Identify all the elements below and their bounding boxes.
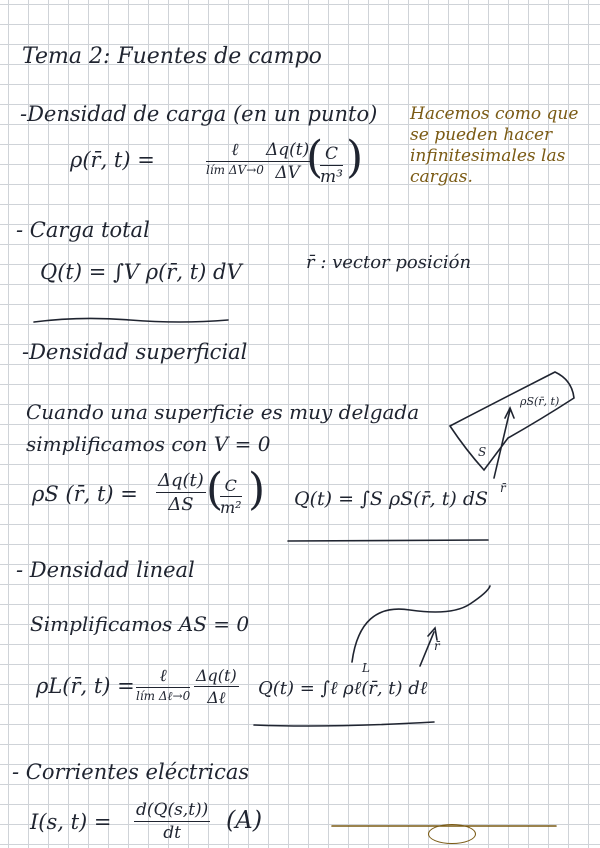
linear-total-equation: Q(t) = ∫ℓ ρℓ(r̄, t) dℓ bbox=[258, 678, 428, 699]
underline-surface-total bbox=[288, 540, 488, 541]
density-limit-top: ℓ bbox=[206, 140, 264, 162]
surface-fraction bbox=[156, 470, 206, 515]
density-unit-paren-close: ) bbox=[346, 132, 364, 183]
density-fraction-den: ΔV bbox=[275, 163, 300, 183]
linear-fraction-num: Δq(t) bbox=[196, 666, 237, 685]
heading-charge-density: -Densidad de carga (en un punto) bbox=[20, 102, 378, 126]
surface-diagram-label-rho: ρS(r̄, t) bbox=[520, 395, 560, 408]
linear-limit bbox=[136, 666, 190, 704]
surface-text-line1: Cuando una superficie es muy delgada bbox=[26, 400, 420, 424]
surface-text-line2: simplificamos con V = 0 bbox=[26, 432, 271, 456]
surface-diagram-label-s: S bbox=[478, 445, 487, 459]
heading-electric-currents: - Corrientes eléctricas bbox=[12, 760, 250, 784]
underline-total-charge bbox=[34, 318, 228, 322]
linear-limit-top: ℓ bbox=[136, 666, 190, 688]
surface-vector-r bbox=[494, 410, 510, 478]
line-curve bbox=[352, 586, 490, 662]
position-vector-note: r̄ : vector posición bbox=[306, 252, 472, 273]
linear-fraction-den: Δℓ bbox=[207, 688, 226, 707]
density-limit bbox=[206, 140, 264, 177]
density-unit bbox=[320, 144, 343, 187]
density-limit-sub: lím ΔV→0 bbox=[206, 163, 264, 177]
surface-unit-paren-open: ( bbox=[206, 464, 224, 515]
density-unit-paren-open: ( bbox=[306, 132, 324, 183]
side-note: Hacemos como que se pueden hacer infinitesimales las cargas. bbox=[410, 104, 579, 187]
heading-linear-density: - Densidad lineal bbox=[16, 558, 195, 582]
surface-fraction-den: ΔS bbox=[168, 494, 194, 515]
heading-surface-density: -Densidad superficial bbox=[22, 340, 248, 364]
underline-linear-total bbox=[254, 722, 434, 726]
page-title: Tema 2: Fuentes de campo bbox=[22, 44, 322, 69]
linear-limit-sub: lím Δℓ→0 bbox=[136, 689, 191, 703]
density-fraction bbox=[264, 140, 311, 183]
density-fraction-num: Δq(t) bbox=[266, 140, 310, 160]
surface-diagram-label-r: r̄ bbox=[500, 481, 506, 495]
surface-unit-paren-close: ) bbox=[248, 464, 266, 515]
linear-diagram-label-r: r̄ bbox=[434, 639, 440, 653]
surface-fraction-num: Δq(t) bbox=[158, 470, 204, 491]
surface-sheet bbox=[450, 372, 574, 470]
linear-text-line1: Simplificamos AS = 0 bbox=[30, 612, 250, 636]
density-eq-lhs: ρ(r̄, t) = bbox=[70, 148, 155, 172]
density-unit-num: C bbox=[320, 144, 343, 166]
current-fraction-den: dt bbox=[163, 823, 182, 843]
total-charge-equation: Q(t) = ∫V ρ(r̄, t) dV bbox=[40, 260, 242, 284]
linear-eq-lhs: ρL(r̄, t) = bbox=[36, 674, 135, 698]
density-unit-den: m³ bbox=[320, 167, 343, 187]
surface-unit bbox=[220, 476, 242, 517]
line-vector-r bbox=[420, 632, 434, 666]
linear-diagram-label-l: L bbox=[362, 661, 370, 675]
current-unit: (A) bbox=[226, 806, 263, 834]
heading-total-charge: - Carga total bbox=[16, 218, 150, 242]
current-fraction-num: d(Q(s,t)) bbox=[136, 800, 209, 820]
surface-eq-lhs: ρS (r̄, t) = bbox=[32, 482, 138, 506]
current-eq-lhs: I(s, t) = bbox=[30, 810, 112, 834]
surface-unit-den: m² bbox=[220, 498, 242, 517]
surface-total-equation: Q(t) = ∫S ρS(r̄, t) dS bbox=[294, 488, 489, 510]
current-fraction bbox=[134, 800, 210, 843]
linear-fraction bbox=[194, 666, 239, 708]
surface-unit-num: C bbox=[220, 476, 242, 497]
bottom-scribble bbox=[428, 824, 476, 844]
